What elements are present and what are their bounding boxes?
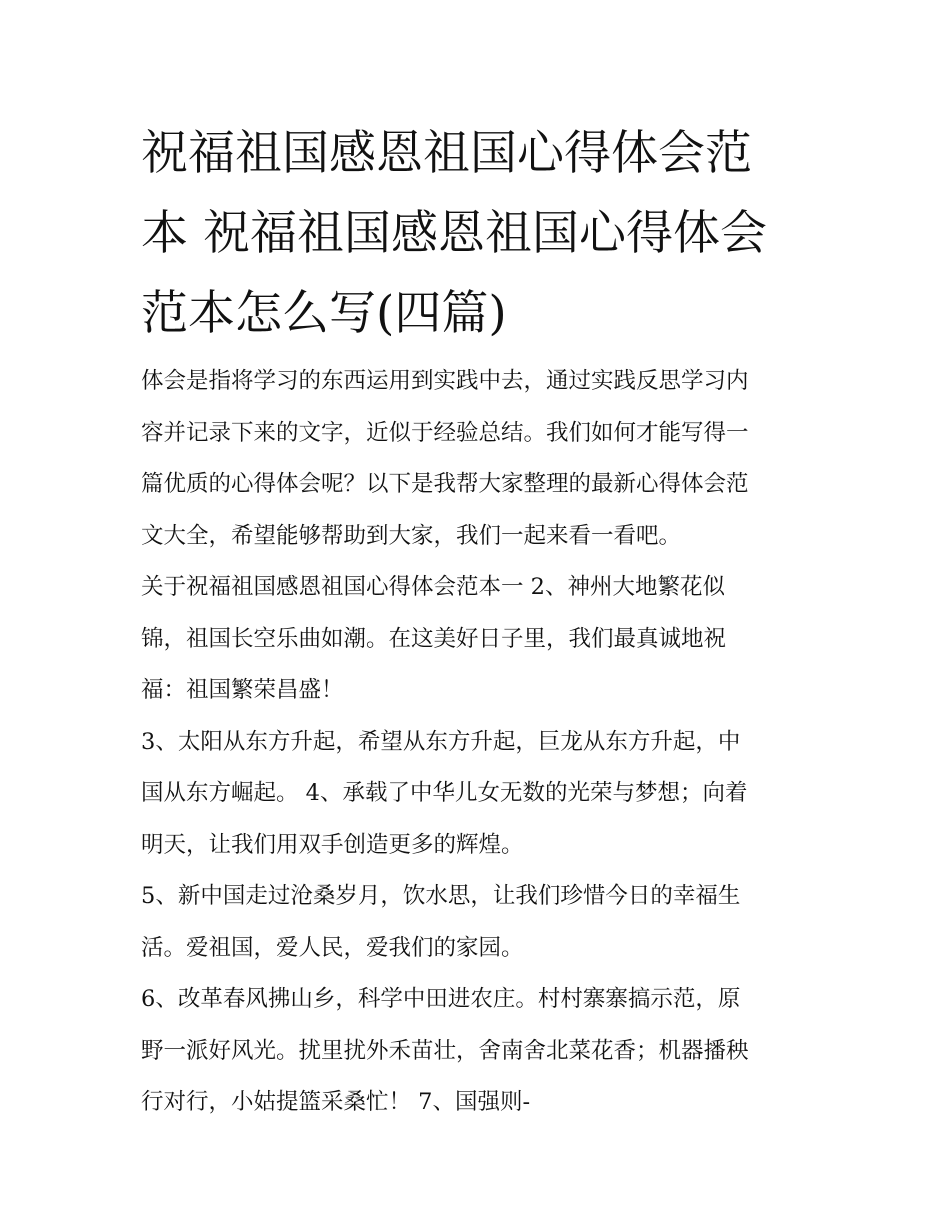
body-paragraph xyxy=(141,717,821,872)
text-line: 锦，祖国长空乐曲如潮。在这美好日子里，我们最真诚地祝 xyxy=(141,625,727,652)
text-line: 6、改革春风拂山乡，科学中田进农庄。村村寨寨搞示范，原 xyxy=(141,986,741,1012)
body-paragraph xyxy=(141,562,821,717)
text-line: 福：祖国繁荣昌盛！ xyxy=(141,677,344,703)
text-line: 明天，让我们用双手创造更多的辉煌。 xyxy=(141,831,524,858)
document-title xyxy=(141,114,821,354)
text-line: 5、新中国走过沧桑岁月，饮水思，让我们珍惜今日的幸福生 xyxy=(141,883,741,909)
text-line: 体会是指将学习的东西运用到实践中去，通过实践反思学习内 xyxy=(141,368,749,394)
body-paragraph xyxy=(141,974,821,1129)
text-line: 国从东方崛起。 4、承载了中华儿女无数的光荣与梦想；向着 xyxy=(141,780,748,806)
text-line: 文大全，希望能够帮助到大家，我们一起来看一看吧。 xyxy=(141,522,682,549)
body-paragraph xyxy=(141,871,821,974)
text-line: 3、太阳从东方升起，希望从东方升起，巨龙从东方升起，中 xyxy=(141,728,741,755)
intro-paragraph xyxy=(141,356,821,562)
text-line: 关于祝福祖国感恩祖国心得体会范本一 2、神州大地繁花似 xyxy=(141,574,725,600)
title-line: 本 祝福祖国感恩祖国心得体会 xyxy=(141,206,767,261)
title-line: 范本怎么写(四篇) xyxy=(141,286,507,341)
document-body xyxy=(141,356,821,1129)
text-line: 行对行，小姑提篮采桑忙！ 7、国强则- xyxy=(141,1089,531,1115)
text-line: 篇优质的心得体会呢？以下是我帮大家整理的最新心得体会范 xyxy=(141,471,749,497)
title-line: 祝福祖国感恩祖国心得体会范 xyxy=(141,126,752,181)
text-line: 活。爱祖国，爱人民，爱我们的家园。 xyxy=(141,934,524,961)
text-line: 容并记录下来的文字，近似于经验总结。我们如何才能写得一 xyxy=(141,419,749,446)
text-line: 野一派好风光。扰里扰外禾苗壮，舍南舍北菜花香；机器播秧 xyxy=(141,1037,749,1064)
